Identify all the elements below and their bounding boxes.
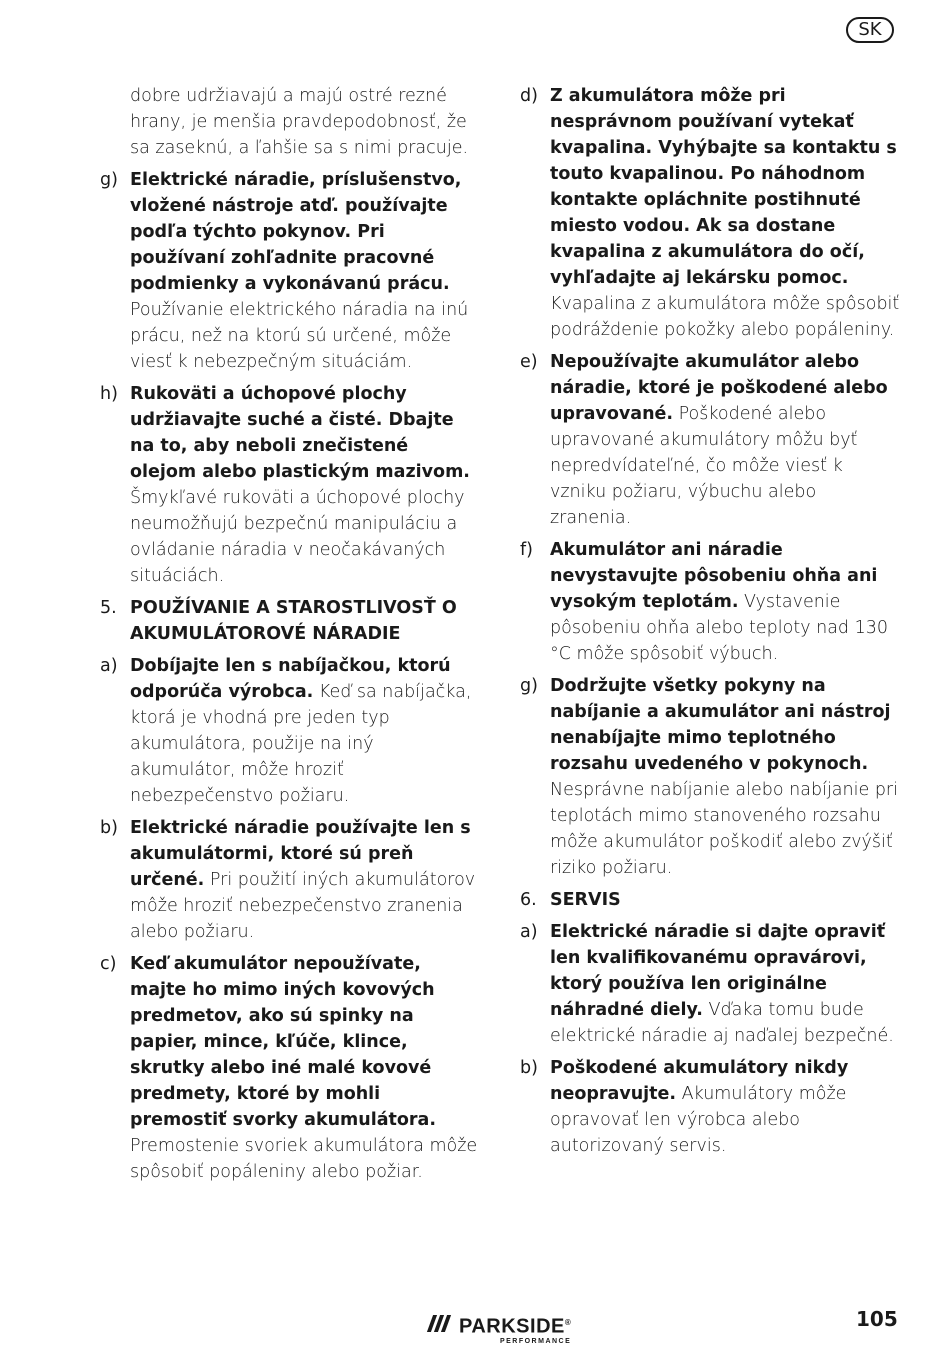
list-marker: g) [520, 676, 538, 696]
warning-bold: Nepoužívajte akumulátor alebo náradie, ktoré je poškodené alebo upravované. [550, 352, 888, 424]
warning-explanation: Vystavenie pôsobeniu ohňa alebo teploty nad 130 °C môže spôsobiť výbuch. [550, 592, 889, 664]
warning-bold: Dodržujte všetky pokyny na nabíjanie a akumulátor ani nástroj nenabíjajte mimo teplotného rozsahu uvedeného v pokynoch. [550, 676, 891, 774]
brand-wordmark [459, 1313, 571, 1345]
warning-explanation: Premostenie svoriek akumulátora môže spôsobiť popáleniny alebo požiar. [130, 1136, 478, 1182]
list-item-text [550, 537, 900, 667]
warning-bold: Rukoväti a úchopové plochy udržiavajte suché a čisté. Dbajte na to, aby neboli znečistené olejom alebo plastickým mazivom. [130, 384, 470, 482]
warning-bold: Akumulátor ani náradie nevystavujte pôsobeniu ohňa ani vysokým teplotám. [550, 540, 878, 612]
list-marker: b) [520, 1058, 538, 1078]
list-item-g [520, 673, 900, 881]
list-marker: a) [100, 656, 118, 676]
list-item-a [520, 919, 900, 1049]
section-title: POUŽÍVANIE A STAROSTLIVOSŤ O AKUMULÁTOROVÉ NÁRADIE [130, 598, 457, 644]
section-number: 5. [100, 598, 117, 618]
intro-paragraph [100, 83, 480, 161]
warning-explanation: Pri použití iných akumulátorov môže hroziť nebezpečenstvo zranenia alebo požiaru. [130, 870, 476, 942]
list-item-text [130, 381, 480, 589]
warning-bold: Poškodené akumulátory nikdy neopravujte. [550, 1058, 849, 1104]
warning-bold: Elektrické náradie používajte len s akumulátormi, ktoré sú preň určené. [130, 818, 471, 890]
list-marker: f) [520, 540, 533, 560]
language-badge: SK [846, 17, 894, 43]
warning-explanation: Nesprávne nabíjanie alebo nabíjanie pri teplotách mimo stanoveného rozsahu môže akumulátor poškodiť alebo zvýšiť riziko požiaru. [550, 780, 898, 878]
list-marker: a) [520, 922, 538, 942]
warning-bold: Elektrické náradie, príslušenstvo, vložené nástroje atď. používajte podľa týchto pokynov. Pri používaní zohľadnite pracovné podmienky a vykonávanú prácu. [130, 170, 462, 294]
right-column [520, 83, 900, 1165]
list-marker: e) [520, 352, 538, 372]
list-item-d [520, 83, 900, 343]
list-item-text [550, 673, 900, 881]
list-item-b [100, 815, 480, 945]
parkside-logo [430, 1313, 571, 1345]
section-heading-5 [100, 595, 480, 647]
list-item-g [100, 167, 480, 375]
brand-name: PARKSIDE® [459, 1315, 572, 1338]
warning-explanation: Keď sa nabíjačka, ktorá je vhodná pre jeden typ akumulátora, použije na iný akumulátor, môže hroziť nebezpečenstvo požiaru. [130, 682, 472, 806]
intro-text: dobre udržiavajú a majú ostré rezné hrany, je menšia pravdepodobnosť, že sa zaseknú, a ľahšie sa s nimi pracuje. [130, 86, 469, 158]
brand-subtitle: PERFORMANCE [499, 1337, 572, 1345]
page-number: 105 [856, 1307, 898, 1331]
list-marker: b) [100, 818, 118, 838]
list-item-e [520, 349, 900, 531]
list-item-c [100, 951, 480, 1185]
warning-bold: Z akumulátora môže pri nesprávnom používaní vytekať kvapalina. Vyhýbajte sa kontaktu s touto kvapalinou. Po náhodnom kontakte opláchnite postihnuté miesto vodou. Ak sa dostane kvapalina z akumulátora do očí, vyhľadajte aj lekársku pomoc. [550, 86, 897, 288]
list-item-text [130, 167, 480, 375]
list-marker: d) [520, 86, 538, 106]
warning-explanation: Poškodené alebo upravované akumulátory môžu byť nepredvídateľné, čo môže viesť k vzniku požiaru, výbuchu alebo zranenia. [550, 404, 858, 528]
list-item-f [520, 537, 900, 667]
list-item-a [100, 653, 480, 809]
trademark-symbol: ® [564, 1318, 572, 1327]
list-marker: h) [100, 384, 118, 404]
section-number: 6. [520, 890, 537, 910]
list-marker: c) [100, 954, 117, 974]
warning-explanation: Šmykľavé rukoväti a úchopové plochy neumožňujú bezpečnú manipuláciu a ovládanie náradia v neočakávaných situáciách. [130, 488, 465, 586]
list-marker: g) [100, 170, 118, 190]
warning-explanation: Kvapalina z akumulátora môže spôsobiť podráždenie pokožky alebo popáleniny. [550, 294, 900, 340]
list-item-b [520, 1055, 900, 1159]
list-marker-empty [100, 83, 130, 161]
list-item-text [130, 951, 480, 1185]
warning-explanation: Akumulátory môže opravovať len výrobca alebo autorizovaný servis. [550, 1084, 847, 1156]
brand-stripes-icon [430, 1315, 451, 1332]
list-item-h [100, 381, 480, 589]
list-item-text [550, 1055, 900, 1159]
list-item-text [130, 815, 480, 945]
list-item-text [550, 919, 900, 1049]
warning-bold: Elektrické náradie si dajte opraviť len kvalifikovanému opravárovi, ktorý používa len originálne náhradné diely. [550, 922, 886, 1020]
warning-bold: Dobíjajte len s nabíjačkou, ktorú odporúča výrobca. [130, 656, 451, 702]
left-column [100, 83, 480, 1191]
list-item-text [550, 349, 900, 531]
warning-explanation: Vďaka tomu bude elektrické náradie aj naďalej bezpečné. [550, 1000, 894, 1046]
list-item-text [550, 83, 900, 343]
section-heading-6 [520, 887, 900, 913]
section-title: SERVIS [550, 890, 621, 910]
warning-bold: Keď akumulátor nepoužívate, majte ho mimo iných kovových predmetov, ako sú spinky na papier, mince, kľúče, klince, skrutky alebo iné malé kovové predmety, ktoré by mohli premostiť svorky akumulátora. [130, 954, 437, 1130]
list-item-text [130, 653, 480, 809]
warning-explanation: Používanie elektrického náradia na inú prácu, než na ktorú sú určené, môže viesť k nebezpečným situáciám. [130, 300, 469, 372]
